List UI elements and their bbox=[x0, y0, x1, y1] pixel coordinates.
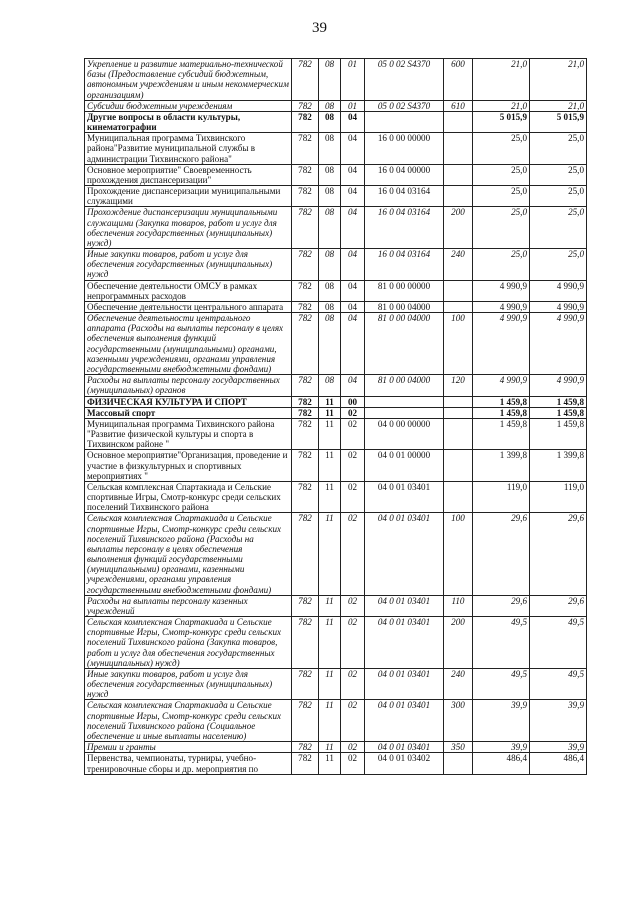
table-row bbox=[85, 450, 587, 482]
row-sum-2: 21,0 bbox=[530, 59, 587, 101]
row-target-article: 04 0 01 03401 bbox=[365, 617, 444, 669]
row-expense-type bbox=[444, 418, 473, 450]
row-sum-2: 4 990,9 bbox=[530, 280, 587, 301]
row-sum-2: 1 459,8 bbox=[530, 407, 587, 418]
row-target-article: 04 0 01 03401 bbox=[365, 668, 444, 700]
row-sum-1: 29,6 bbox=[473, 513, 530, 595]
row-grbs: 782 bbox=[292, 249, 319, 281]
row-name: Муниципальная программа Тихвинского района "Развитие физической культуры и спорта в Тихвинском районе " bbox=[85, 418, 292, 450]
row-target-article: 16 0 04 03164 bbox=[365, 249, 444, 281]
row-sum-2: 4 990,9 bbox=[530, 375, 587, 396]
row-sum-1: 49,5 bbox=[473, 617, 530, 669]
row-grbs: 782 bbox=[292, 668, 319, 700]
row-sum-1: 25,0 bbox=[473, 186, 530, 207]
table-row bbox=[85, 313, 587, 375]
table-row bbox=[85, 280, 587, 301]
row-subsection: 02 bbox=[341, 700, 365, 742]
row-section: 11 bbox=[319, 481, 341, 513]
row-grbs: 782 bbox=[292, 753, 319, 774]
row-expense-type: 200 bbox=[444, 617, 473, 669]
row-subsection: 02 bbox=[341, 742, 365, 753]
table-row bbox=[85, 407, 587, 418]
row-sum-1: 39,9 bbox=[473, 700, 530, 742]
table-row bbox=[85, 301, 587, 312]
row-grbs: 782 bbox=[292, 396, 319, 407]
row-section: 08 bbox=[319, 59, 341, 101]
row-target-article: 81 0 00 00000 bbox=[365, 280, 444, 301]
row-sum-2: 29,6 bbox=[530, 513, 587, 595]
table-row bbox=[85, 59, 587, 101]
table-row bbox=[85, 375, 587, 396]
row-name: Основное мероприятие"Организация, проведение и участие в физкультурных и спортивных мероприятиях " bbox=[85, 450, 292, 482]
row-subsection: 04 bbox=[341, 111, 365, 132]
table-row bbox=[85, 617, 587, 669]
row-name: Расходы на выплаты персоналу государственных (муниципальных) органов bbox=[85, 375, 292, 396]
row-target-article bbox=[365, 111, 444, 132]
row-target-article: 16 0 00 00000 bbox=[365, 133, 444, 165]
row-target-article: 16 0 04 03164 bbox=[365, 186, 444, 207]
table-row bbox=[85, 396, 587, 407]
row-grbs: 782 bbox=[292, 617, 319, 669]
row-section: 08 bbox=[319, 280, 341, 301]
table-row bbox=[85, 249, 587, 281]
row-name: Иные закупки товаров, работ и услуг для обеспечения государственных (муниципальных) нужд bbox=[85, 668, 292, 700]
row-sum-1: 25,0 bbox=[473, 249, 530, 281]
row-expense-type bbox=[444, 186, 473, 207]
row-subsection: 01 bbox=[341, 59, 365, 101]
row-expense-type bbox=[444, 133, 473, 165]
row-target-article: 16 0 04 00000 bbox=[365, 164, 444, 185]
row-expense-type: 240 bbox=[444, 668, 473, 700]
row-subsection: 02 bbox=[341, 450, 365, 482]
row-expense-type bbox=[444, 301, 473, 312]
row-sum-1: 1 459,8 bbox=[473, 407, 530, 418]
row-name: ФИЗИЧЕСКАЯ КУЛЬТУРА И СПОРТ bbox=[85, 396, 292, 407]
row-section: 08 bbox=[319, 249, 341, 281]
row-target-article bbox=[365, 407, 444, 418]
row-sum-1: 4 990,9 bbox=[473, 375, 530, 396]
row-section: 11 bbox=[319, 396, 341, 407]
row-sum-1: 39,9 bbox=[473, 742, 530, 753]
row-subsection: 01 bbox=[341, 100, 365, 111]
row-target-article: 04 0 01 03401 bbox=[365, 513, 444, 595]
row-grbs: 782 bbox=[292, 164, 319, 185]
row-target-article: 04 0 01 03401 bbox=[365, 595, 444, 616]
row-section: 08 bbox=[319, 186, 341, 207]
row-target-article: 05 0 02 S4370 bbox=[365, 100, 444, 111]
row-grbs: 782 bbox=[292, 375, 319, 396]
row-sum-1: 1 459,8 bbox=[473, 396, 530, 407]
row-target-article: 16 0 04 03164 bbox=[365, 207, 444, 249]
row-section: 08 bbox=[319, 301, 341, 312]
row-sum-2: 1 459,8 bbox=[530, 418, 587, 450]
row-section: 08 bbox=[319, 111, 341, 132]
row-sum-2: 25,0 bbox=[530, 249, 587, 281]
row-section: 08 bbox=[319, 313, 341, 375]
row-sum-2: 49,5 bbox=[530, 617, 587, 669]
row-grbs: 782 bbox=[292, 301, 319, 312]
table-row bbox=[85, 418, 587, 450]
row-expense-type: 110 bbox=[444, 595, 473, 616]
row-target-article: 04 0 00 00000 bbox=[365, 418, 444, 450]
row-subsection: 04 bbox=[341, 280, 365, 301]
row-grbs: 782 bbox=[292, 186, 319, 207]
row-expense-type bbox=[444, 396, 473, 407]
row-section: 08 bbox=[319, 100, 341, 111]
row-section: 11 bbox=[319, 742, 341, 753]
row-expense-type: 240 bbox=[444, 249, 473, 281]
row-name: Другие вопросы в области культуры, кинематографии bbox=[85, 111, 292, 132]
row-name: Муниципальная программа Тихвинского района"Развитие муниципальной службы в администрации Тихвинского района" bbox=[85, 133, 292, 165]
row-sum-2: 25,0 bbox=[530, 164, 587, 185]
row-expense-type: 350 bbox=[444, 742, 473, 753]
row-grbs: 782 bbox=[292, 407, 319, 418]
row-grbs: 782 bbox=[292, 481, 319, 513]
row-name: Обеспечение деятельности центрального аппарата (Расходы на выплаты персоналу в целях обеспечения выполнения функций государственными (муниципальными) органами, казенными учреждениями, органами управления государственными внебюджетными фондами) bbox=[85, 313, 292, 375]
row-grbs: 782 bbox=[292, 207, 319, 249]
row-sum-2: 1 399,8 bbox=[530, 450, 587, 482]
row-target-article: 81 0 00 04000 bbox=[365, 313, 444, 375]
row-expense-type: 100 bbox=[444, 513, 473, 595]
row-expense-type bbox=[444, 280, 473, 301]
row-subsection: 02 bbox=[341, 617, 365, 669]
row-sum-2: 25,0 bbox=[530, 186, 587, 207]
row-subsection: 02 bbox=[341, 753, 365, 774]
row-sum-1: 5 015,9 bbox=[473, 111, 530, 132]
row-target-article: 04 0 01 00000 bbox=[365, 450, 444, 482]
row-grbs: 782 bbox=[292, 595, 319, 616]
row-sum-2: 486,4 bbox=[530, 753, 587, 774]
row-name: Расходы на выплаты персоналу казенных учреждений bbox=[85, 595, 292, 616]
row-sum-1: 1 459,8 bbox=[473, 418, 530, 450]
row-section: 08 bbox=[319, 133, 341, 165]
row-name: Основное мероприятие" Своевременность прохождения диспансеризации" bbox=[85, 164, 292, 185]
row-grbs: 782 bbox=[292, 513, 319, 595]
row-target-article: 04 0 01 03402 bbox=[365, 753, 444, 774]
budget-table-body bbox=[85, 59, 587, 775]
page-number: 39 bbox=[312, 20, 327, 36]
row-subsection: 04 bbox=[341, 301, 365, 312]
row-section: 11 bbox=[319, 700, 341, 742]
row-name: Сельская комплексная Спартакиада и Сельские спортивные Игры, Смотр-конкурс среди сельских поселений Тихвинского района (Социальное обеспечение и иные выплаты населению) bbox=[85, 700, 292, 742]
row-target-article: 81 0 00 04000 bbox=[365, 375, 444, 396]
row-subsection: 04 bbox=[341, 249, 365, 281]
row-sum-1: 49,5 bbox=[473, 668, 530, 700]
row-subsection: 02 bbox=[341, 668, 365, 700]
row-sum-1: 21,0 bbox=[473, 100, 530, 111]
row-target-article: 04 0 01 03401 bbox=[365, 742, 444, 753]
row-grbs: 782 bbox=[292, 111, 319, 132]
row-subsection: 04 bbox=[341, 207, 365, 249]
row-section: 11 bbox=[319, 753, 341, 774]
row-expense-type: 300 bbox=[444, 700, 473, 742]
row-sum-2: 29,6 bbox=[530, 595, 587, 616]
row-name: Иные закупки товаров, работ и услуг для обеспечения государственных (муниципальных) нужд bbox=[85, 249, 292, 281]
row-grbs: 782 bbox=[292, 280, 319, 301]
row-expense-type: 200 bbox=[444, 207, 473, 249]
row-sum-2: 4 990,9 bbox=[530, 313, 587, 375]
row-name: Прохождение диспансеризации муниципальными служащими (Закупка товаров, работ и услуг для обеспечения государственных (муниципальных) нужд) bbox=[85, 207, 292, 249]
row-grbs: 782 bbox=[292, 313, 319, 375]
row-grbs: 782 bbox=[292, 418, 319, 450]
row-target-article: 81 0 00 04000 bbox=[365, 301, 444, 312]
table-row bbox=[85, 668, 587, 700]
row-sum-1: 4 990,9 bbox=[473, 301, 530, 312]
row-name: Сельская комплексная Спартакиада и Сельские спортивные Игры, Смотр-конкурс среди сельских поселений Тихвинского района (Расходы на выплаты персоналу в целях обеспечения выполнения функций государственными (муниципальными) органами, казенными учреждениями, органами управления государственными внебюджетными фондами) bbox=[85, 513, 292, 595]
row-subsection: 04 bbox=[341, 133, 365, 165]
row-sum-1: 25,0 bbox=[473, 133, 530, 165]
row-name: Массовый спорт bbox=[85, 407, 292, 418]
row-sum-1: 21,0 bbox=[473, 59, 530, 101]
row-sum-2: 49,5 bbox=[530, 668, 587, 700]
row-subsection: 02 bbox=[341, 418, 365, 450]
row-sum-1: 29,6 bbox=[473, 595, 530, 616]
row-subsection: 02 bbox=[341, 513, 365, 595]
row-sum-2: 25,0 bbox=[530, 207, 587, 249]
row-expense-type: 120 bbox=[444, 375, 473, 396]
row-sum-2: 39,9 bbox=[530, 700, 587, 742]
row-section: 11 bbox=[319, 407, 341, 418]
row-grbs: 782 bbox=[292, 742, 319, 753]
row-sum-1: 4 990,9 bbox=[473, 313, 530, 375]
row-subsection: 02 bbox=[341, 481, 365, 513]
row-grbs: 782 bbox=[292, 59, 319, 101]
table-row bbox=[85, 186, 587, 207]
row-sum-1: 1 399,8 bbox=[473, 450, 530, 482]
row-subsection: 02 bbox=[341, 595, 365, 616]
table-row bbox=[85, 753, 587, 774]
row-sum-1: 4 990,9 bbox=[473, 280, 530, 301]
table-row bbox=[85, 207, 587, 249]
row-section: 11 bbox=[319, 617, 341, 669]
table-row bbox=[85, 595, 587, 616]
table-row bbox=[85, 133, 587, 165]
row-sum-1: 119,0 bbox=[473, 481, 530, 513]
row-grbs: 782 bbox=[292, 133, 319, 165]
row-expense-type: 100 bbox=[444, 313, 473, 375]
row-expense-type bbox=[444, 450, 473, 482]
row-section: 11 bbox=[319, 513, 341, 595]
row-name: Прохождение диспансеризации муниципальными служащими bbox=[85, 186, 292, 207]
row-section: 08 bbox=[319, 207, 341, 249]
row-target-article: 04 0 01 03401 bbox=[365, 481, 444, 513]
row-section: 08 bbox=[319, 375, 341, 396]
row-target-article: 05 0 02 S4370 bbox=[365, 59, 444, 101]
table-row bbox=[85, 164, 587, 185]
row-expense-type: 610 bbox=[444, 100, 473, 111]
row-target-article bbox=[365, 396, 444, 407]
table-row bbox=[85, 742, 587, 753]
row-expense-type: 600 bbox=[444, 59, 473, 101]
row-subsection: 04 bbox=[341, 164, 365, 185]
row-name: Первенства, чемпионаты, турниры, учебно-тренировочные сборы и др. мероприятия по bbox=[85, 753, 292, 774]
row-expense-type bbox=[444, 481, 473, 513]
row-sum-1: 25,0 bbox=[473, 207, 530, 249]
row-section: 08 bbox=[319, 164, 341, 185]
row-grbs: 782 bbox=[292, 100, 319, 111]
row-expense-type bbox=[444, 164, 473, 185]
row-section: 11 bbox=[319, 595, 341, 616]
row-subsection: 04 bbox=[341, 375, 365, 396]
row-sum-1: 25,0 bbox=[473, 164, 530, 185]
row-grbs: 782 bbox=[292, 450, 319, 482]
row-sum-2: 4 990,9 bbox=[530, 301, 587, 312]
row-name: Обеспечение деятельности центрального аппарата bbox=[85, 301, 292, 312]
row-sum-2: 5 015,9 bbox=[530, 111, 587, 132]
row-section: 11 bbox=[319, 450, 341, 482]
row-target-article: 04 0 01 03401 bbox=[365, 700, 444, 742]
row-sum-2: 1 459,8 bbox=[530, 396, 587, 407]
row-subsection: 00 bbox=[341, 396, 365, 407]
row-expense-type bbox=[444, 407, 473, 418]
row-name: Укрепление и развитие материально-технической базы (Предоставление субсидий бюджетным, автономным учреждениям и иным некоммерческим организациям) bbox=[85, 59, 292, 101]
row-name: Сельская комплексная Спартакиада и Сельские спортивные Игры, Смотр-конкурс среди сельских поселений Тихвинского района bbox=[85, 481, 292, 513]
row-sum-2: 21,0 bbox=[530, 100, 587, 111]
table-row bbox=[85, 513, 587, 595]
row-sum-2: 119,0 bbox=[530, 481, 587, 513]
row-name: Премии и гранты bbox=[85, 742, 292, 753]
row-sum-1: 486,4 bbox=[473, 753, 530, 774]
row-sum-2: 39,9 bbox=[530, 742, 587, 753]
budget-table bbox=[84, 58, 587, 775]
row-section: 11 bbox=[319, 668, 341, 700]
row-sum-2: 25,0 bbox=[530, 133, 587, 165]
row-name: Субсидии бюджетным учреждениям bbox=[85, 100, 292, 111]
row-grbs: 782 bbox=[292, 700, 319, 742]
row-name: Обеспечение деятельности ОМСУ в рамках непрограммных расходов bbox=[85, 280, 292, 301]
table-row bbox=[85, 700, 587, 742]
row-expense-type bbox=[444, 111, 473, 132]
row-section: 11 bbox=[319, 418, 341, 450]
table-row bbox=[85, 100, 587, 111]
row-expense-type bbox=[444, 753, 473, 774]
table-row bbox=[85, 111, 587, 132]
row-subsection: 04 bbox=[341, 186, 365, 207]
table-row bbox=[85, 481, 587, 513]
row-subsection: 04 bbox=[341, 313, 365, 375]
row-name: Сельская комплексная Спартакиада и Сельские спортивные Игры, Смотр-конкурс среди сельских поселений Тихвинского района (Закупка товаров, работ и услуг для обеспечения государственных (муниципальных) нужд) bbox=[85, 617, 292, 669]
row-subsection: 02 bbox=[341, 407, 365, 418]
